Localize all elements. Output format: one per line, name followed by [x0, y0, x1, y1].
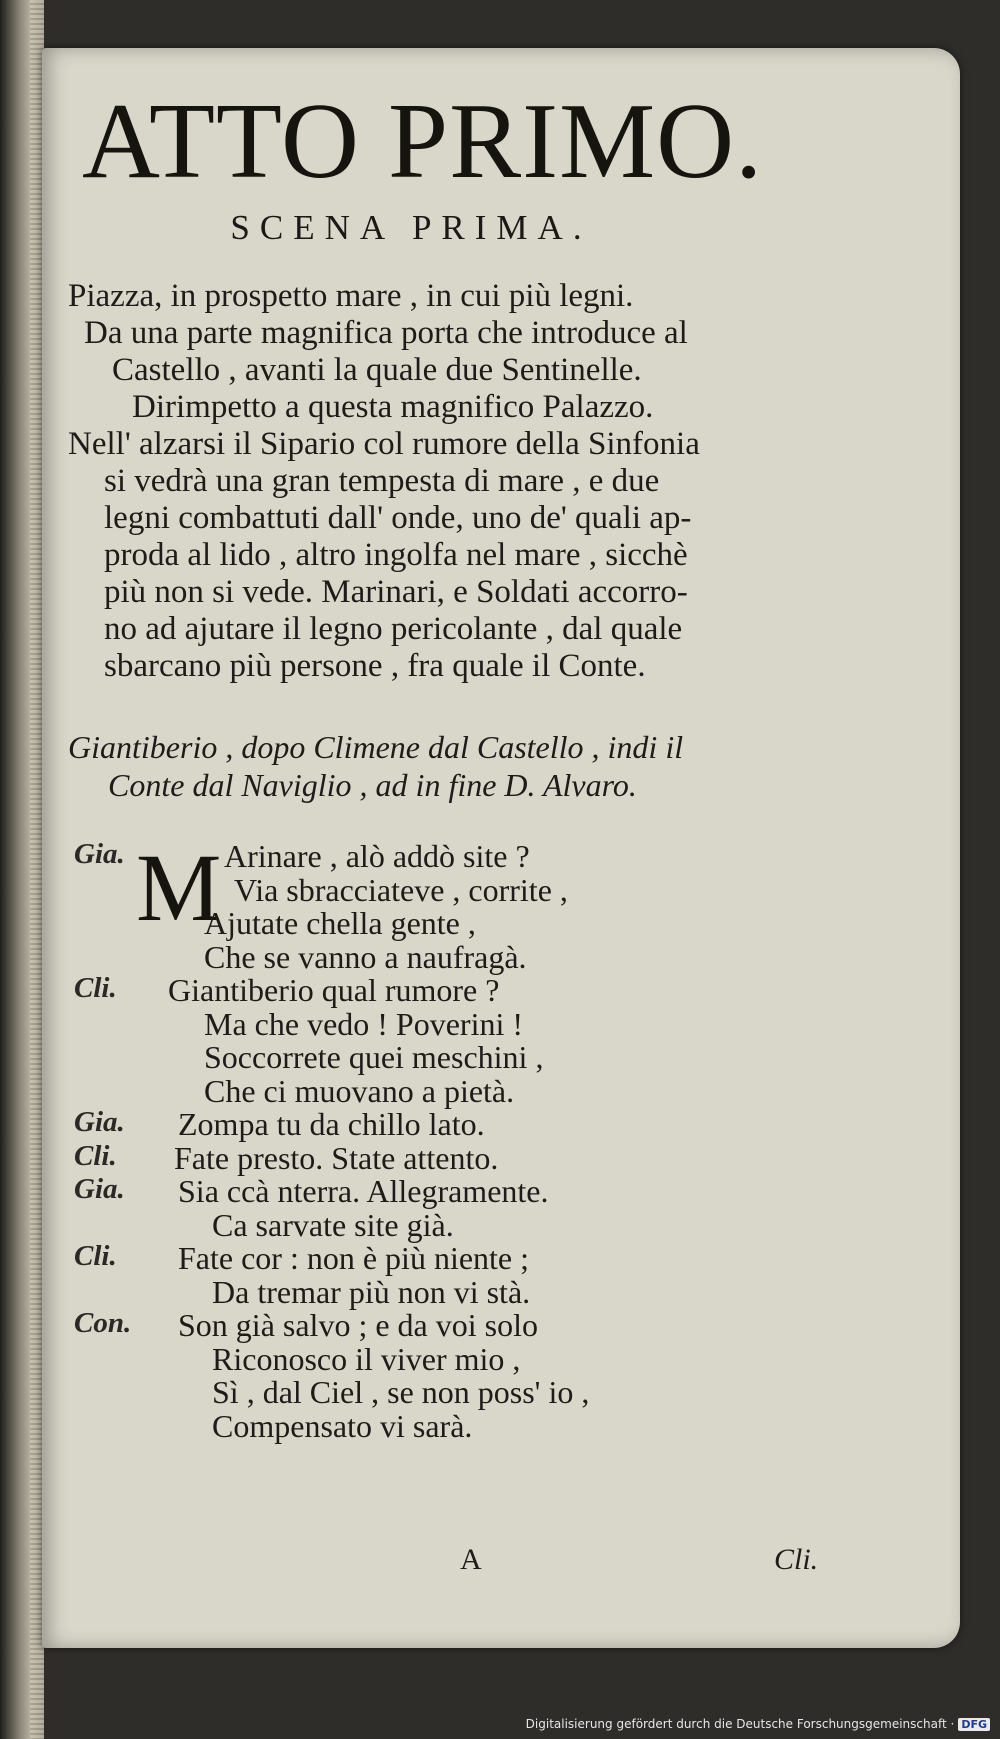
dialogue-line — [74, 1173, 834, 1207]
verse-text: Che se vanno a naufragà. — [204, 938, 527, 975]
scene-title: SCENA PRIMA. — [230, 208, 592, 247]
verse-text: Ajutate chella gente , — [204, 905, 476, 941]
speaker-label: Cli. — [74, 1240, 117, 1272]
persons-on-stage — [68, 728, 888, 804]
stage-line: proda al lido , altro ingolfa nel mare , sicchè — [104, 537, 688, 573]
stage-line: legni combattuti dall' onde, uno de' quali ap- — [104, 500, 692, 536]
stage-line: Dirimpetto a questa magnifico Palazzo. — [132, 389, 654, 425]
verse-text: Zompa tu da chillo lato. — [178, 1106, 485, 1142]
verse-text: Sia ccà nterra. Allegramente. — [178, 1173, 549, 1209]
dialogue-line — [74, 972, 834, 1006]
verse-text: Riconosco il viver mio , — [212, 1340, 521, 1377]
stage-line: no ad ajutare il legno pericolante , dal quale — [104, 611, 683, 647]
dialogue — [74, 834, 834, 1444]
dfg-logo: DFG — [958, 1718, 990, 1731]
stage-direction — [68, 278, 888, 685]
drop-cap: M — [136, 834, 222, 941]
dialogue-line — [74, 1240, 834, 1274]
stage-line: sbarcano più persone , fra quale il Conte. — [104, 648, 646, 684]
dialogue-line — [74, 1408, 834, 1442]
verse-text: Compensato vi sarà. — [212, 1407, 473, 1444]
verse-text: Ca sarvate site già. — [212, 1206, 454, 1243]
stage-line: si vedrà una gran tempesta di mare , e due — [104, 463, 660, 499]
digitization-credit — [526, 1717, 990, 1731]
stage-line: Castello , avanti la quale due Sentinelle. — [112, 352, 642, 388]
stage-line: più non si vede. Marinari, e Soldati accorro- — [104, 574, 688, 610]
verse-text: Fate presto. State attento. — [174, 1139, 499, 1176]
verse-text: Che ci muovano a pietà. — [204, 1072, 515, 1109]
stage-line: Nell' alzarsi il Sipario col rumore della Sinfonia — [68, 426, 700, 462]
verse-text: Sì , dal Ciel , se non poss' io , — [212, 1374, 590, 1410]
persons-line: Conte dal Naviglio , ad in fine D. Alvaro. — [108, 767, 637, 803]
dialogue-line — [74, 1307, 834, 1341]
dialogue-line — [74, 1006, 834, 1040]
credit-text: Digitalisierung gefördert durch die Deutsche Forschungsgemeinschaft · — [525, 1717, 955, 1731]
persons-line: Giantiberio , dopo Climene dal Castello , indi il — [68, 729, 684, 765]
speaker-label: Con. — [74, 1307, 132, 1339]
dialogue-line — [74, 1140, 834, 1174]
dialogue-line — [74, 1341, 834, 1375]
stage-line: Piazza, in prospetto mare , in cui più legni. — [68, 278, 634, 314]
verse-text: Arinare , alò addò site ? — [224, 838, 530, 874]
verse-text: Via sbracciateve , corrite , — [234, 871, 568, 908]
verse-text: Ma che vedo ! Poverini ! — [204, 1005, 524, 1042]
dialogue-line — [74, 1207, 834, 1241]
dialogue-line — [74, 872, 834, 906]
dialogue-line — [74, 1073, 834, 1107]
dialogue-line — [74, 905, 834, 939]
verse-text: Son già salvo ; e da voi solo — [178, 1307, 538, 1343]
speaker-label: Cli. — [74, 1139, 117, 1172]
speaker-label: Gia. — [74, 838, 125, 870]
verse-text: Fate cor : non è più niente ; — [178, 1240, 530, 1276]
speaker-label: Gia. — [74, 1106, 125, 1138]
speaker-label: Gia. — [74, 1173, 125, 1205]
book-page — [42, 48, 960, 1648]
dialogue-line — [74, 939, 834, 973]
dialogue-line — [74, 1374, 834, 1408]
dialogue-line — [74, 1106, 834, 1140]
verse-text: Da tremar più non vi stà. — [212, 1273, 531, 1310]
act-title: ATTO PRIMO. — [82, 82, 764, 201]
verse-text: Giantiberio qual rumore ? — [168, 972, 500, 1008]
speaker-label: Cli. — [74, 972, 117, 1004]
signature-mark: A — [460, 1543, 482, 1576]
verse-text: Soccorrete quei meschini , — [204, 1039, 544, 1075]
dialogue-line — [74, 1039, 834, 1073]
dialogue-line — [74, 838, 834, 872]
stage-line: Da una parte magnifica porta che introduce al — [84, 315, 688, 351]
dialogue-line — [74, 1274, 834, 1308]
catchword: Cli. — [774, 1543, 819, 1576]
